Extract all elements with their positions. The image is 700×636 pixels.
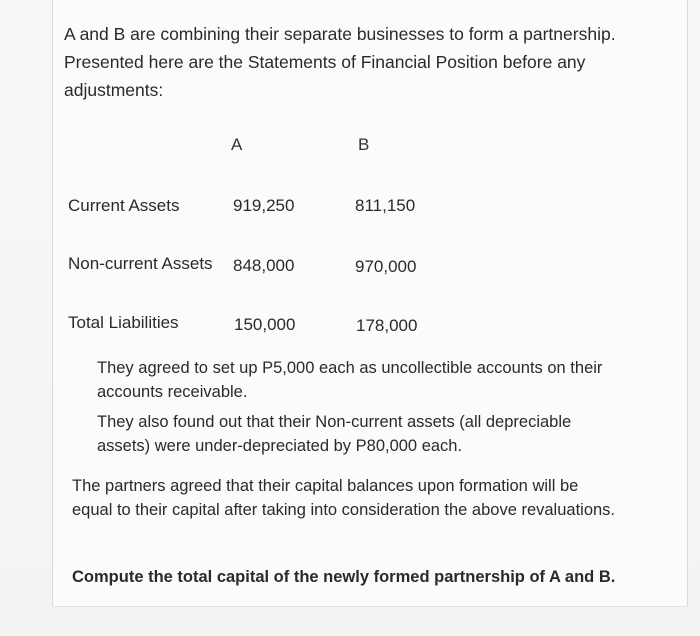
cell-non-current-assets-a: 848,000 — [233, 256, 295, 275]
column-header-a: A — [231, 135, 243, 154]
row-label-total-liabilities: Total Liabilities — [68, 313, 179, 332]
cell-non-current-assets-b: 970,000 — [355, 257, 417, 276]
row-label-current-assets: Current Assets — [68, 196, 180, 215]
cell-current-assets-b: 811,150 — [355, 196, 416, 215]
capital-agreement: The partners agreed that their capital balances upon formation will be equal to their capital after taking into consideration the above revaluations. — [72, 477, 616, 519]
cell-total-liabilities-b: 178,000 — [356, 316, 418, 335]
cell-total-liabilities-a: 150,000 — [234, 315, 296, 334]
cell-current-assets-a: 919,250 — [233, 196, 295, 215]
question-prompt: Compute the total capital of the newly formed partnership of A and B. — [72, 568, 616, 586]
row-label-non-current-assets: Non-current Assets — [68, 254, 213, 273]
adjustment-under-depreciation: They also found out that their Non-current assets (all depreciable assets) were under-depreciated by P80,000 each. — [97, 413, 572, 455]
column-header-b: B — [358, 135, 370, 154]
problem-intro: A and B are combining their separate businesses to form a partnership. Presented here are the Statements of Financial Position before any adjustments: — [64, 24, 616, 100]
adjustment-uncollectible-accounts: They agreed to set up P5,000 each as uncollectible accounts on their accounts receivable. — [97, 359, 603, 401]
